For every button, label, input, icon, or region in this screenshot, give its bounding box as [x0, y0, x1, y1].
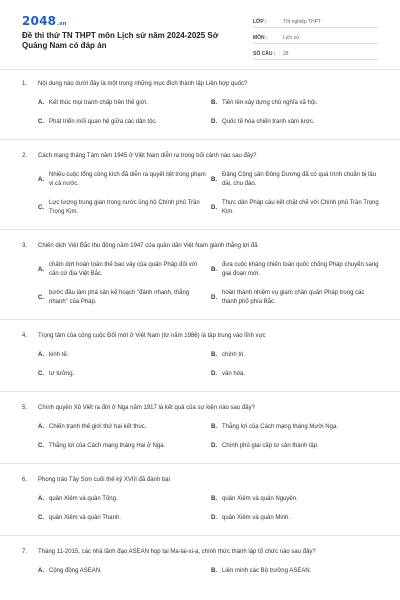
answer-option-d[interactable]: [211, 442, 380, 451]
meta-value: Lịch sử: [283, 35, 300, 41]
option-text: Tiến lên xây dựng chủ nghĩa xã hội.: [222, 100, 318, 106]
option-letter: C.: [38, 443, 44, 449]
answer-option-c[interactable]: [38, 442, 207, 451]
option-letter: D.: [211, 294, 217, 301]
option-letter: C.: [38, 119, 44, 125]
question-text: Chiến dịch Việt Bắc thu đông năm 1947 của quân dân Việt Nam giành thắng lợi đã: [38, 243, 258, 249]
answer-options: [38, 495, 380, 523]
question-number: 7.: [22, 549, 28, 555]
answer-option-d[interactable]: [211, 199, 380, 217]
option-letter: B.: [211, 176, 217, 183]
option-text: Thực dân Pháp câu kết chặt chẽ với Chính phủ Trần Trọng Kim.: [222, 200, 379, 215]
question-text: Cách mạng tháng Tám năm 1945 ở Việt Nam diễn ra trong bối cảnh nào sau đây?: [38, 153, 257, 159]
question-divider: [0, 391, 400, 392]
option-letter: C.: [38, 204, 44, 211]
question-divider: [0, 319, 400, 320]
answer-option-b[interactable]: [211, 495, 380, 504]
question-text: Tháng 11-2015, các nhà lãnh đạo ASEAN họp tại Ma-lai-xi-a, chính thức thành lập tổ chức nào sau đây?: [38, 549, 316, 555]
question-number: 3.: [22, 243, 28, 249]
option-letter: A.: [38, 496, 44, 502]
option-text: quân Xiêm và quân Tống.: [49, 496, 118, 502]
option-letter: D.: [211, 119, 217, 125]
answer-option-a[interactable]: [38, 495, 207, 504]
question-number: 5.: [22, 405, 28, 411]
question-text: Nội dung nào dưới đây là một trong những mục đích thành lập Liên hợp quốc?: [38, 81, 248, 87]
option-text: đưa cuộc kháng chiến toàn quốc chống Pháp chuyển sang giai đoạn mới.: [222, 262, 379, 277]
option-letter: A.: [38, 100, 44, 106]
answer-option-d[interactable]: [211, 289, 380, 307]
question-stem: [22, 548, 380, 557]
option-text: chính trị.: [222, 352, 246, 358]
option-text: Thắng lợi của Cách mạng tháng Mười Nga.: [222, 424, 338, 430]
answer-options: [38, 423, 380, 451]
meta-label: LỚP :: [253, 19, 267, 25]
option-text: quân Xiêm và quân Thanh.: [49, 515, 121, 521]
option-letter: B.: [211, 424, 217, 430]
meta-row-count: [253, 44, 378, 60]
option-text: Liên minh các Bộ trưởng ASEAN.: [222, 568, 312, 574]
answer-option-c[interactable]: [38, 199, 207, 217]
question-stem: [22, 152, 380, 161]
answer-option-c[interactable]: [38, 514, 207, 523]
question-4: [22, 332, 380, 379]
answer-option-b[interactable]: [211, 423, 380, 432]
meta-label: MÔN :: [253, 35, 268, 41]
option-text: Cộng đồng ASEAN.: [49, 568, 102, 574]
logo-text: 2048: [22, 14, 57, 28]
option-letter: A.: [38, 424, 44, 430]
question-divider: [0, 535, 400, 536]
answer-option-c[interactable]: [38, 370, 207, 379]
option-text: tư tưởng.: [49, 371, 75, 377]
option-letter: C.: [38, 294, 44, 301]
question-text: Phong trào Tây Sơn cuối thế kỷ XVIII đã đánh bại: [38, 477, 170, 483]
option-letter: D.: [211, 443, 217, 449]
question-stem: [22, 404, 380, 413]
question-stem: [22, 332, 380, 341]
option-letter: D.: [211, 515, 217, 521]
logo-suffix: .vn: [57, 21, 67, 27]
question-list: [22, 80, 380, 576]
answer-options: [38, 351, 380, 379]
question-7: [22, 548, 380, 576]
answer-options: [38, 567, 380, 576]
answer-option-d[interactable]: [211, 118, 380, 127]
option-text: Lực lượng trung gian trong nước ủng hộ Chính phủ Trần Trọng Kim.: [49, 200, 200, 215]
answer-option-b[interactable]: [211, 171, 380, 189]
option-text: quân Xiêm và quân Minh.: [222, 515, 291, 521]
answer-option-c[interactable]: [38, 289, 207, 307]
option-letter: A.: [38, 266, 44, 273]
question-number: 4.: [22, 333, 28, 339]
answer-option-b[interactable]: [211, 567, 380, 576]
exam-meta: [253, 12, 378, 60]
meta-row-class: [253, 12, 378, 28]
question-number: 1.: [22, 81, 28, 87]
question-divider: [0, 229, 400, 230]
question-stem: [22, 476, 380, 485]
question-1: [22, 80, 380, 127]
option-letter: B.: [211, 266, 217, 273]
question-number: 2.: [22, 153, 28, 159]
option-letter: B.: [211, 352, 217, 358]
answer-option-d[interactable]: [211, 514, 380, 523]
option-text: kinh tế.: [49, 352, 69, 358]
answer-options: [38, 171, 380, 217]
meta-value: 28: [283, 51, 289, 57]
question-5: [22, 404, 380, 451]
question-2: [22, 152, 380, 217]
answer-option-a[interactable]: [38, 423, 207, 432]
answer-option-a[interactable]: [38, 567, 207, 576]
option-text: Kết thúc mọi tranh chấp trên thế giới.: [49, 100, 148, 106]
meta-row-subject: [253, 28, 378, 44]
answer-option-d[interactable]: [211, 370, 380, 379]
option-letter: B.: [211, 100, 217, 106]
option-text: hoàn thành nhiệm vụ giam chân quân Pháp trong các thành phố phía Bắc.: [222, 290, 365, 305]
answer-option-b[interactable]: [211, 351, 380, 360]
option-letter: C.: [38, 515, 44, 521]
question-divider: [0, 139, 400, 140]
question-6: [22, 476, 380, 523]
option-text: chấm dứt hoàn toàn thế bao vây của quân Pháp đối với căn cứ địa Việt Bắc.: [49, 262, 198, 277]
question-text: Trọng tâm của công cuộc Đổi mới ở Việt Nam (từ năm 1986) là tập trung vào lĩnh vực: [38, 333, 266, 339]
question-text: Chính quyền Xô Viết ra đời ở Nga năm 1917 là kết quả của sự kiện nào sau đây?: [38, 405, 255, 411]
question-divider: [0, 463, 400, 464]
answer-option-a[interactable]: [38, 171, 207, 189]
option-letter: C.: [38, 371, 44, 377]
answer-option-a[interactable]: [38, 351, 207, 360]
meta-label: SỐ CÂU :: [253, 51, 276, 57]
header-divider: [0, 69, 400, 70]
answer-option-a[interactable]: [38, 99, 207, 108]
question-stem: [22, 242, 380, 251]
option-text: văn hóa.: [222, 371, 246, 377]
answer-option-b[interactable]: [211, 261, 380, 279]
site-logo[interactable]: [22, 14, 67, 28]
option-text: Quốc tế hóa chiến tranh xâm lược.: [222, 119, 315, 125]
option-text: Nhiều cuộc tổng công kích đã diễn ra quyết liệt trong phạm vi cả nước.: [49, 172, 206, 187]
option-letter: B.: [211, 496, 217, 502]
option-text: Đảng Cộng sản Đông Dương đã có quá trình chuẩn bị lâu dài, chu đáo.: [222, 172, 377, 187]
option-letter: A.: [38, 568, 44, 574]
answer-options: [38, 261, 380, 307]
header: [0, 0, 400, 62]
option-letter: B.: [211, 568, 217, 574]
question-3: [22, 242, 380, 307]
option-text: Chiến tranh thế giới thứ hai kết thúc.: [49, 424, 147, 430]
meta-value: Tốt nghiệp THPT: [283, 19, 321, 25]
option-letter: D.: [211, 204, 217, 211]
answer-options: [38, 99, 380, 127]
option-text: Chính phủ giai cấp tư sản thành lập.: [222, 443, 319, 449]
option-letter: A.: [38, 352, 44, 358]
answer-option-b[interactable]: [211, 99, 380, 108]
answer-option-a[interactable]: [38, 261, 207, 279]
option-text: bước đầu làm phá sản kế hoạch "đánh nhanh, thắng nhanh" của Pháp.: [49, 290, 190, 305]
option-text: quân Xiêm và quân Nguyên.: [222, 496, 298, 502]
option-letter: A.: [38, 176, 44, 183]
option-letter: D.: [211, 371, 217, 377]
option-text: Thắng lợi của Cách mạng tháng Hai ở Nga.: [49, 443, 166, 449]
question-stem: [22, 80, 380, 89]
answer-option-c[interactable]: [38, 118, 207, 127]
page-title: Đề thi thử TN THPT môn Lịch sử năm 2024-2025 Sở Quảng Nam có đáp án: [22, 31, 219, 50]
question-number: 6.: [22, 477, 28, 483]
option-text: Phát triển mối quan hệ giữa các dân tộc.: [49, 119, 158, 125]
